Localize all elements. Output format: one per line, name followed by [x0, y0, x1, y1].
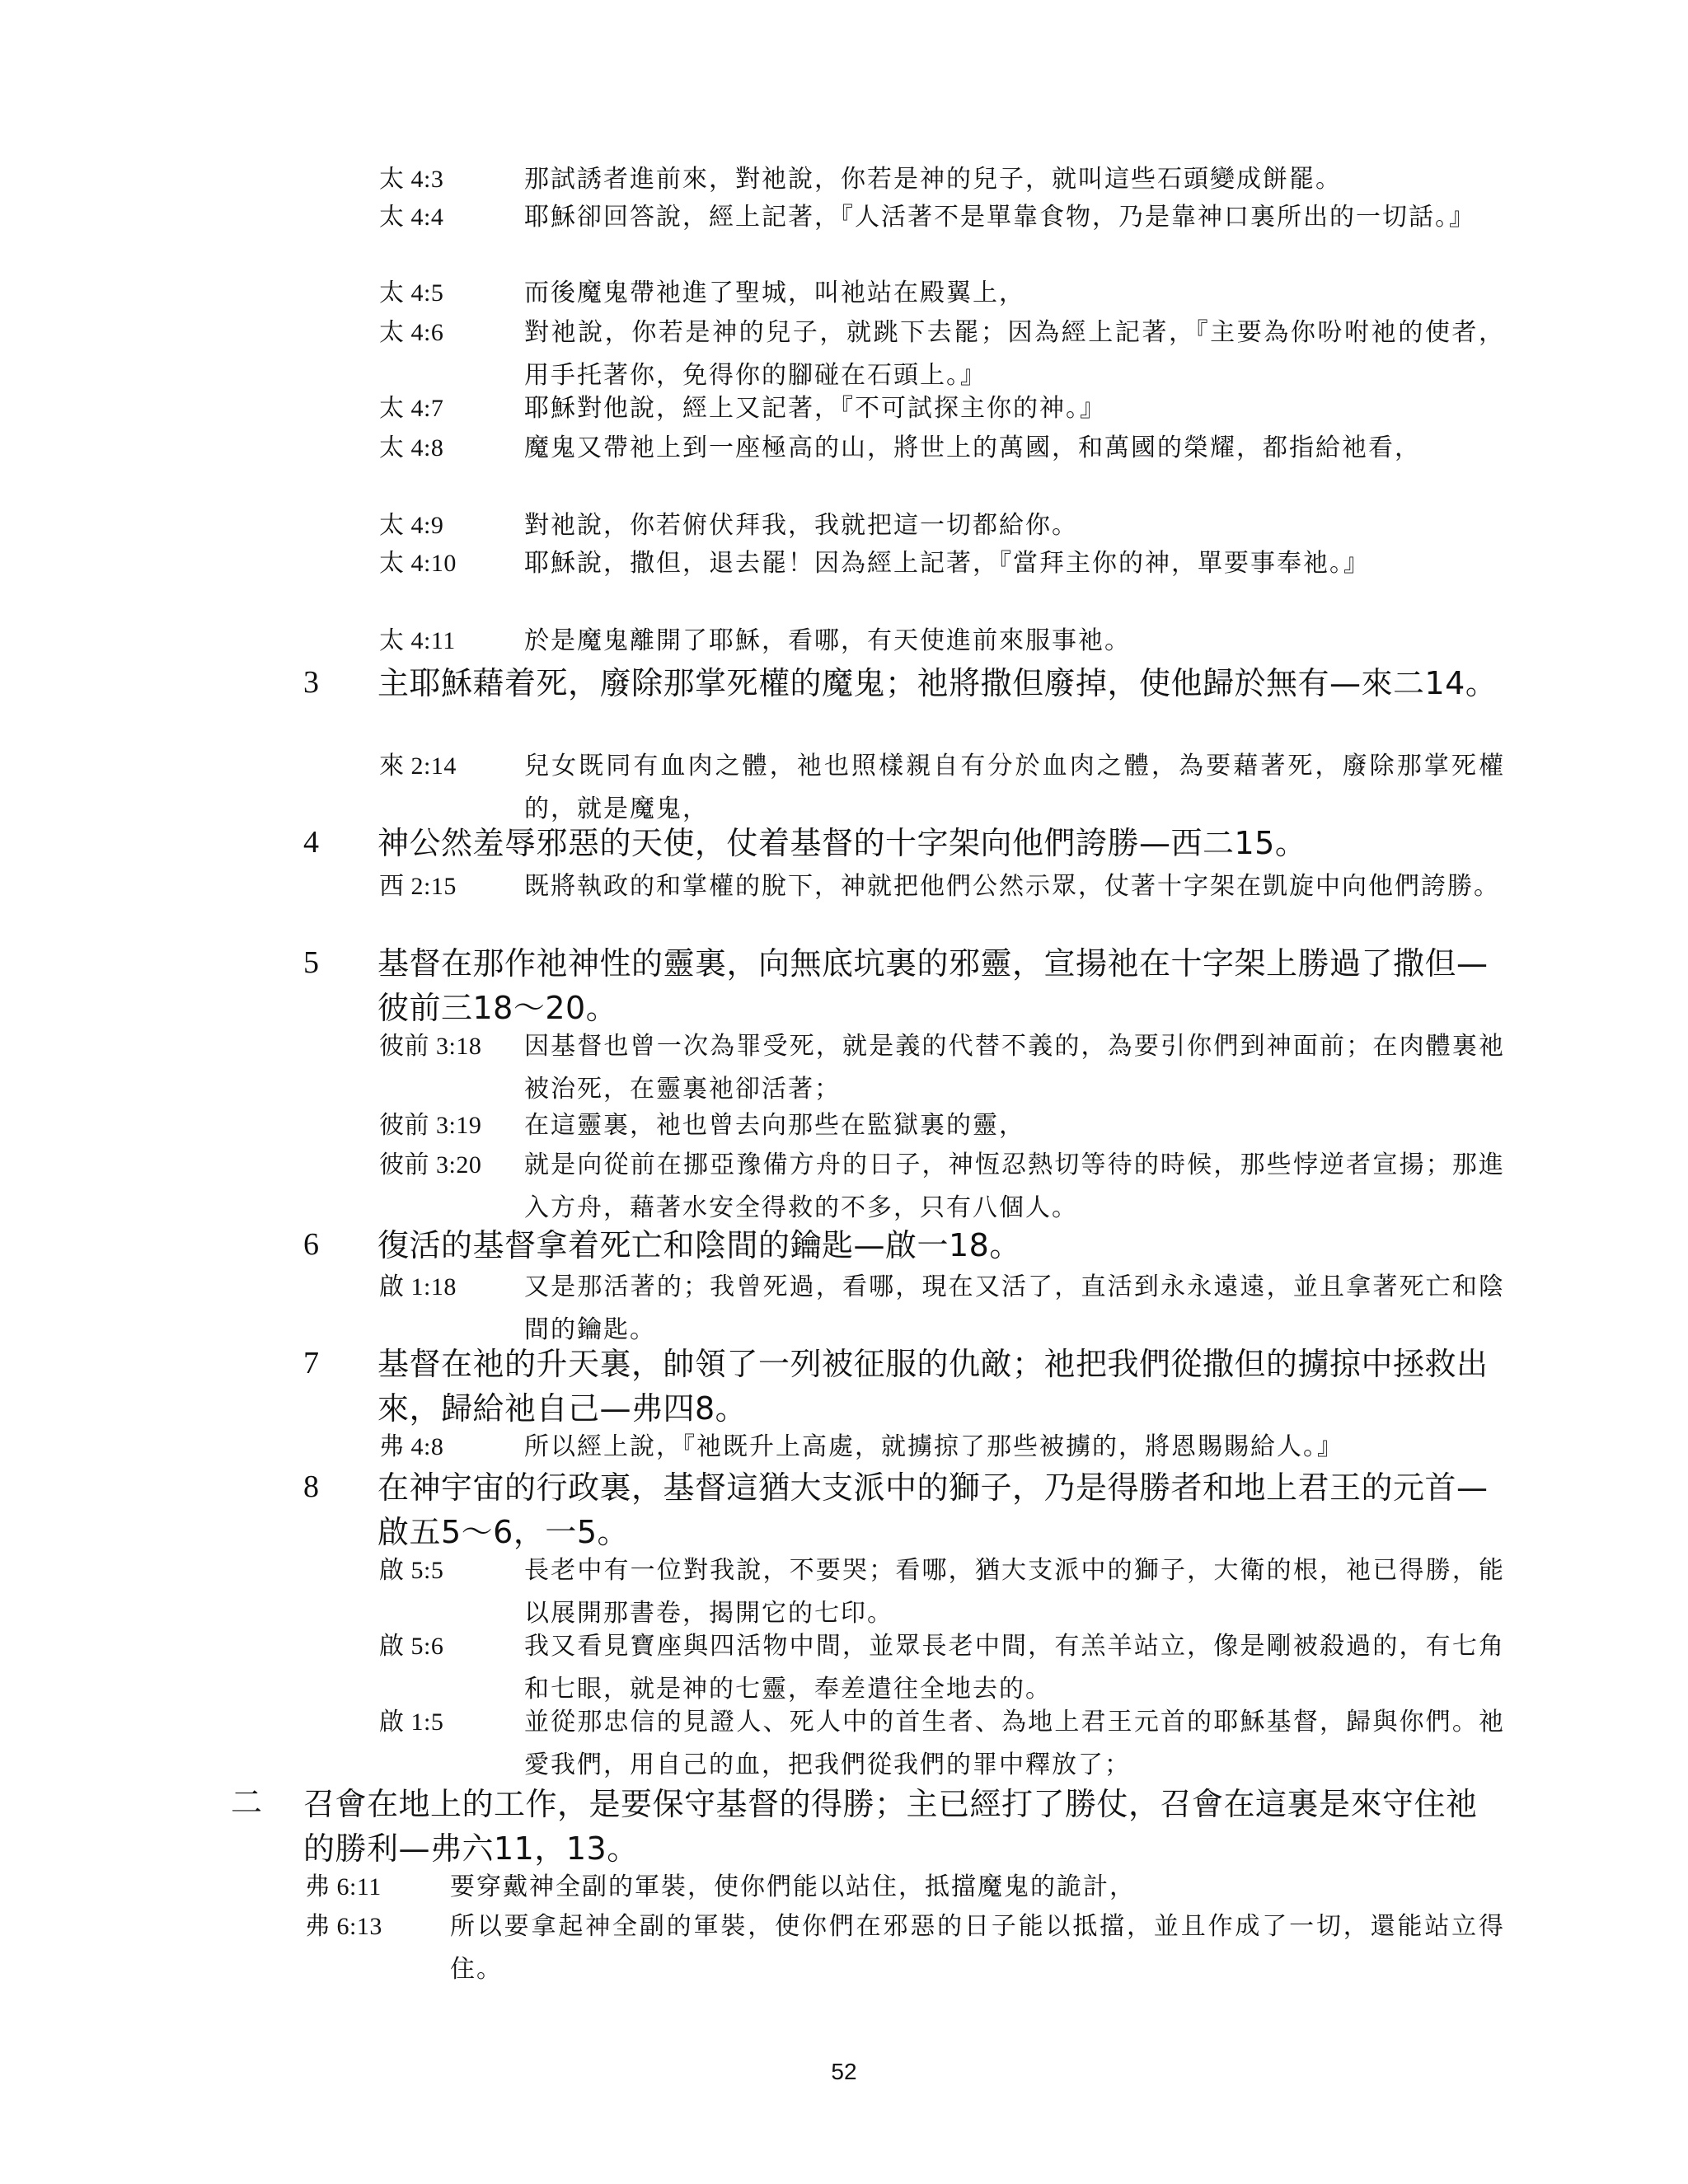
verse-text: 在這靈裏，祂也曾去向那些在監獄裏的靈， — [524, 1111, 1025, 1140]
verse-text: 而後魔鬼帶祂進了聖城，叫祂站在殿翼上， — [524, 279, 1025, 307]
verse-text: 魔鬼又帶祂上到一座極高的山，將世上的萬國，和萬國的榮耀，都指給祂看， — [524, 434, 1421, 462]
verse-ref: 來 2:14 — [379, 752, 457, 780]
verse-text: 並從那忠信的見證人、死人中的首生者、為地上君王元首的耶穌基督，歸與你們。祂愛我們，用自己的血，把我們從我們的罪中釋放了； — [524, 1708, 1505, 1779]
verse-ref: 啟 5:6 — [379, 1633, 444, 1660]
verse-text: 就是向從前在挪亞豫備方舟的日子，神恆忍熱切等待的時候，那些悖逆者宣揚；那進入方舟，藉著水安全得救的不多，只有八個人。 — [524, 1151, 1505, 1222]
verse-text: 於是魔鬼離開了耶穌，看哪，有天使進前來服事祂。 — [524, 626, 1131, 655]
point-text: 主耶穌藉着死，廢除那掌死權的魔鬼；祂將撒但廢掉，使他歸於無有—來二14。 — [377, 665, 1498, 701]
verse-ref: 太 4:10 — [379, 550, 457, 577]
verse-text: 所以要拿起神全副的軍裝，使你們在邪惡的日子能以抵擋，並且作成了一切，還能站立得住。 — [450, 1912, 1505, 1984]
point-text: 在神宇宙的行政裏，基督這猶大支派中的獅子，乃是得勝者和地上君王的元首—啟五5～6，一5。 — [377, 1469, 1489, 1550]
verse-text: 兒女既同有血肉之體，祂也照樣親自有分於血肉之體，為要藉著死，廢除那掌死權的，就是魔鬼， — [524, 752, 1505, 823]
point-number: 5 — [303, 945, 319, 980]
verse-text: 耶穌對他說，經上又記著，『不可試探主你的神。』 — [524, 394, 1106, 423]
verse-ref: 太 4:9 — [379, 512, 444, 539]
point-text: 神公然羞辱邪惡的天使，仗着基督的十字架向他們誇勝—西二15。 — [377, 825, 1307, 861]
verse-ref: 弗 4:8 — [379, 1433, 444, 1460]
verse-text: 耶穌卻回答說，經上記著，『人活著不是單靠食物，乃是靠神口裏所出的一切話。』 — [524, 203, 1475, 232]
verse-text: 對祂說，你若是神的兒子，就跳下去罷；因為經上記著，『主要為你吩咐祂的使者，用手托著你，免得你的腳碰在石頭上。』 — [524, 318, 1505, 390]
verse-text: 我又看見寶座與四活物中間，並眾長老中間，有羔羊站立，像是剛被殺過的，有七角和七眼，就是神的七靈，奉差遣往全地去的。 — [524, 1632, 1505, 1704]
section-number: 二 — [231, 1786, 263, 1821]
verse-text: 所以經上說，『祂既升上高處，就擄掠了那些被擄的，將恩賜賜給人。』 — [524, 1432, 1343, 1461]
verse-ref: 太 4:11 — [379, 627, 456, 654]
verse-ref: 彼前 3:20 — [379, 1151, 482, 1179]
page-number: 52 — [831, 2059, 857, 2084]
point-number: 7 — [303, 1346, 319, 1380]
verse-ref: 太 4:3 — [379, 166, 444, 193]
verse-ref: 弗 6:11 — [305, 1873, 382, 1900]
verse-ref: 太 4:7 — [379, 395, 444, 422]
point-number: 3 — [303, 665, 319, 700]
verse-ref: 西 2:15 — [379, 873, 457, 900]
verse-text: 因基督也曾一次為罪受死，就是義的代替不義的，為要引你們到神面前；在肉體裏祂被治死，在靈裏祂卻活著； — [524, 1032, 1505, 1104]
verse-text: 又是那活著的；我曾死過，看哪，現在又活了，直活到永永遠遠，並且拿著死亡和陰間的鑰匙。 — [524, 1272, 1505, 1344]
verse-ref: 太 4:8 — [379, 434, 444, 462]
point-number: 4 — [303, 825, 319, 860]
point-number: 8 — [303, 1469, 319, 1504]
point-text: 基督在祂的升天裏，帥領了一列被征服的仇敵；祂把我們從撒但的擄掠中拯救出來，歸給祂自己—弗四8。 — [377, 1346, 1489, 1427]
verse-ref: 啟 1:18 — [379, 1273, 457, 1301]
verse-ref: 太 4:6 — [379, 319, 444, 346]
verse-ref: 彼前 3:18 — [379, 1033, 482, 1060]
verse-ref: 太 4:5 — [379, 279, 444, 307]
point-text: 復活的基督拿着死亡和陰間的鑰匙—啟一18。 — [377, 1227, 1021, 1263]
verse-ref: 弗 6:13 — [305, 1913, 382, 1940]
verse-ref: 啟 5:5 — [379, 1557, 444, 1584]
verse-ref: 彼前 3:19 — [379, 1112, 482, 1139]
verse-ref: 啟 1:5 — [379, 1708, 444, 1736]
point-text: 基督在那作祂神性的靈裏，向無底坑裏的邪靈，宣揚祂在十字架上勝過了撒但—彼前三18～20。 — [377, 945, 1489, 1026]
verse-text: 要穿戴神全副的軍裝，使你們能以站住，抵擋魔鬼的詭計， — [450, 1872, 1136, 1901]
verse-ref: 太 4:4 — [379, 204, 444, 231]
verse-text: 那試誘者進前來，對祂說，你若是神的兒子，就叫這些石頭變成餅罷。 — [524, 165, 1342, 194]
verse-text: 耶穌說，撒但，退去罷！因為經上記著，『當拜主你的神，單要事奉祂。』 — [524, 549, 1370, 578]
point-number: 6 — [303, 1227, 319, 1262]
section-text: 召會在地上的工作，是要保守基督的得勝；主已經打了勝仗，召會在這裏是來守住祂的勝利—弗六11，13。 — [303, 1786, 1478, 1867]
verse-text: 對祂說，你若俯伏拜我，我就把這一切都給你。 — [524, 511, 1078, 540]
verse-text: 長老中有一位對我說，不要哭；看哪，猶大支派中的獅子，大衛的根，祂已得勝，能以展開那書卷，揭開它的七印。 — [524, 1556, 1505, 1628]
verse-text: 既將執政的和掌權的脫下，神就把他們公然示眾，仗著十字架在凱旋中向他們誇勝。 — [524, 872, 1500, 901]
